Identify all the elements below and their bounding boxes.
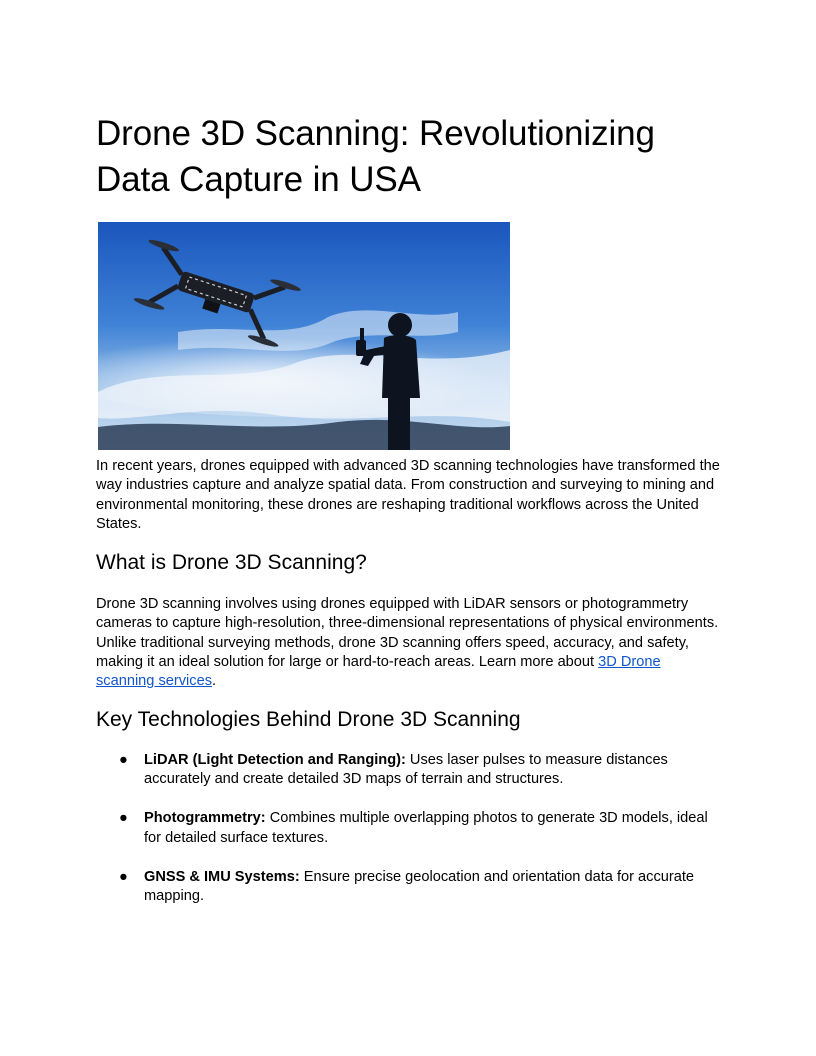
bullet-icon: ● <box>119 752 128 768</box>
definition-paragraph <box>96 595 720 691</box>
section-heading-key-technologies: Key Technologies Behind Drone 3D Scanning <box>96 708 521 731</box>
list-item-term: Photogrammetry: <box>144 810 266 827</box>
technology-list <box>96 751 720 926</box>
drone-scanning-services-link[interactable]: 3D Drone scanning services <box>96 653 661 690</box>
list-item-photogrammetry <box>96 809 720 848</box>
page-title: Drone 3D Scanning: Revolutionizing Data Capture in USA <box>96 114 655 199</box>
definition-period: . <box>212 673 217 690</box>
bullet-icon: ● <box>119 810 128 827</box>
list-item-description: Ensure precise geolocation and orientation data for accurate mapping. <box>144 868 694 905</box>
definition-text: Drone 3D scanning involves using drones equipped with LiDAR sensors or photogrammetry cameras to capture high-resolution, three-dimensional representations of physical environments. Unlike traditional surveying methods, drone 3D scanning offers speed, accuracy, and safety, making it an ideal solution for large or hard-to-reach areas. Learn more about <box>96 596 719 670</box>
list-item-description: Combines multiple overlapping photos to generate 3D models, ideal for detailed surface textures. <box>144 810 708 846</box>
bullet-icon: ● <box>119 868 128 885</box>
list-item-term: LiDAR (Light Detection and Ranging): <box>144 752 406 768</box>
list-item-gnss-imu <box>96 868 720 907</box>
list-item-lidar <box>96 751 720 790</box>
hero-image <box>98 222 510 450</box>
section-heading-what-is: What is Drone 3D Scanning? <box>96 551 367 574</box>
intro-paragraph: In recent years, drones equipped with advanced 3D scanning technologies have transformed the way industries capture and analyze spatial data. From construction and surveying to mining and environmental monitoring, these drones are reshaping traditional workflows across the United States. <box>96 458 720 532</box>
list-item-term: GNSS & IMU Systems: <box>144 868 300 885</box>
list-item-description: Uses laser pulses to measure distances accurately and create detailed 3D maps of terrain and structures. <box>144 752 668 788</box>
